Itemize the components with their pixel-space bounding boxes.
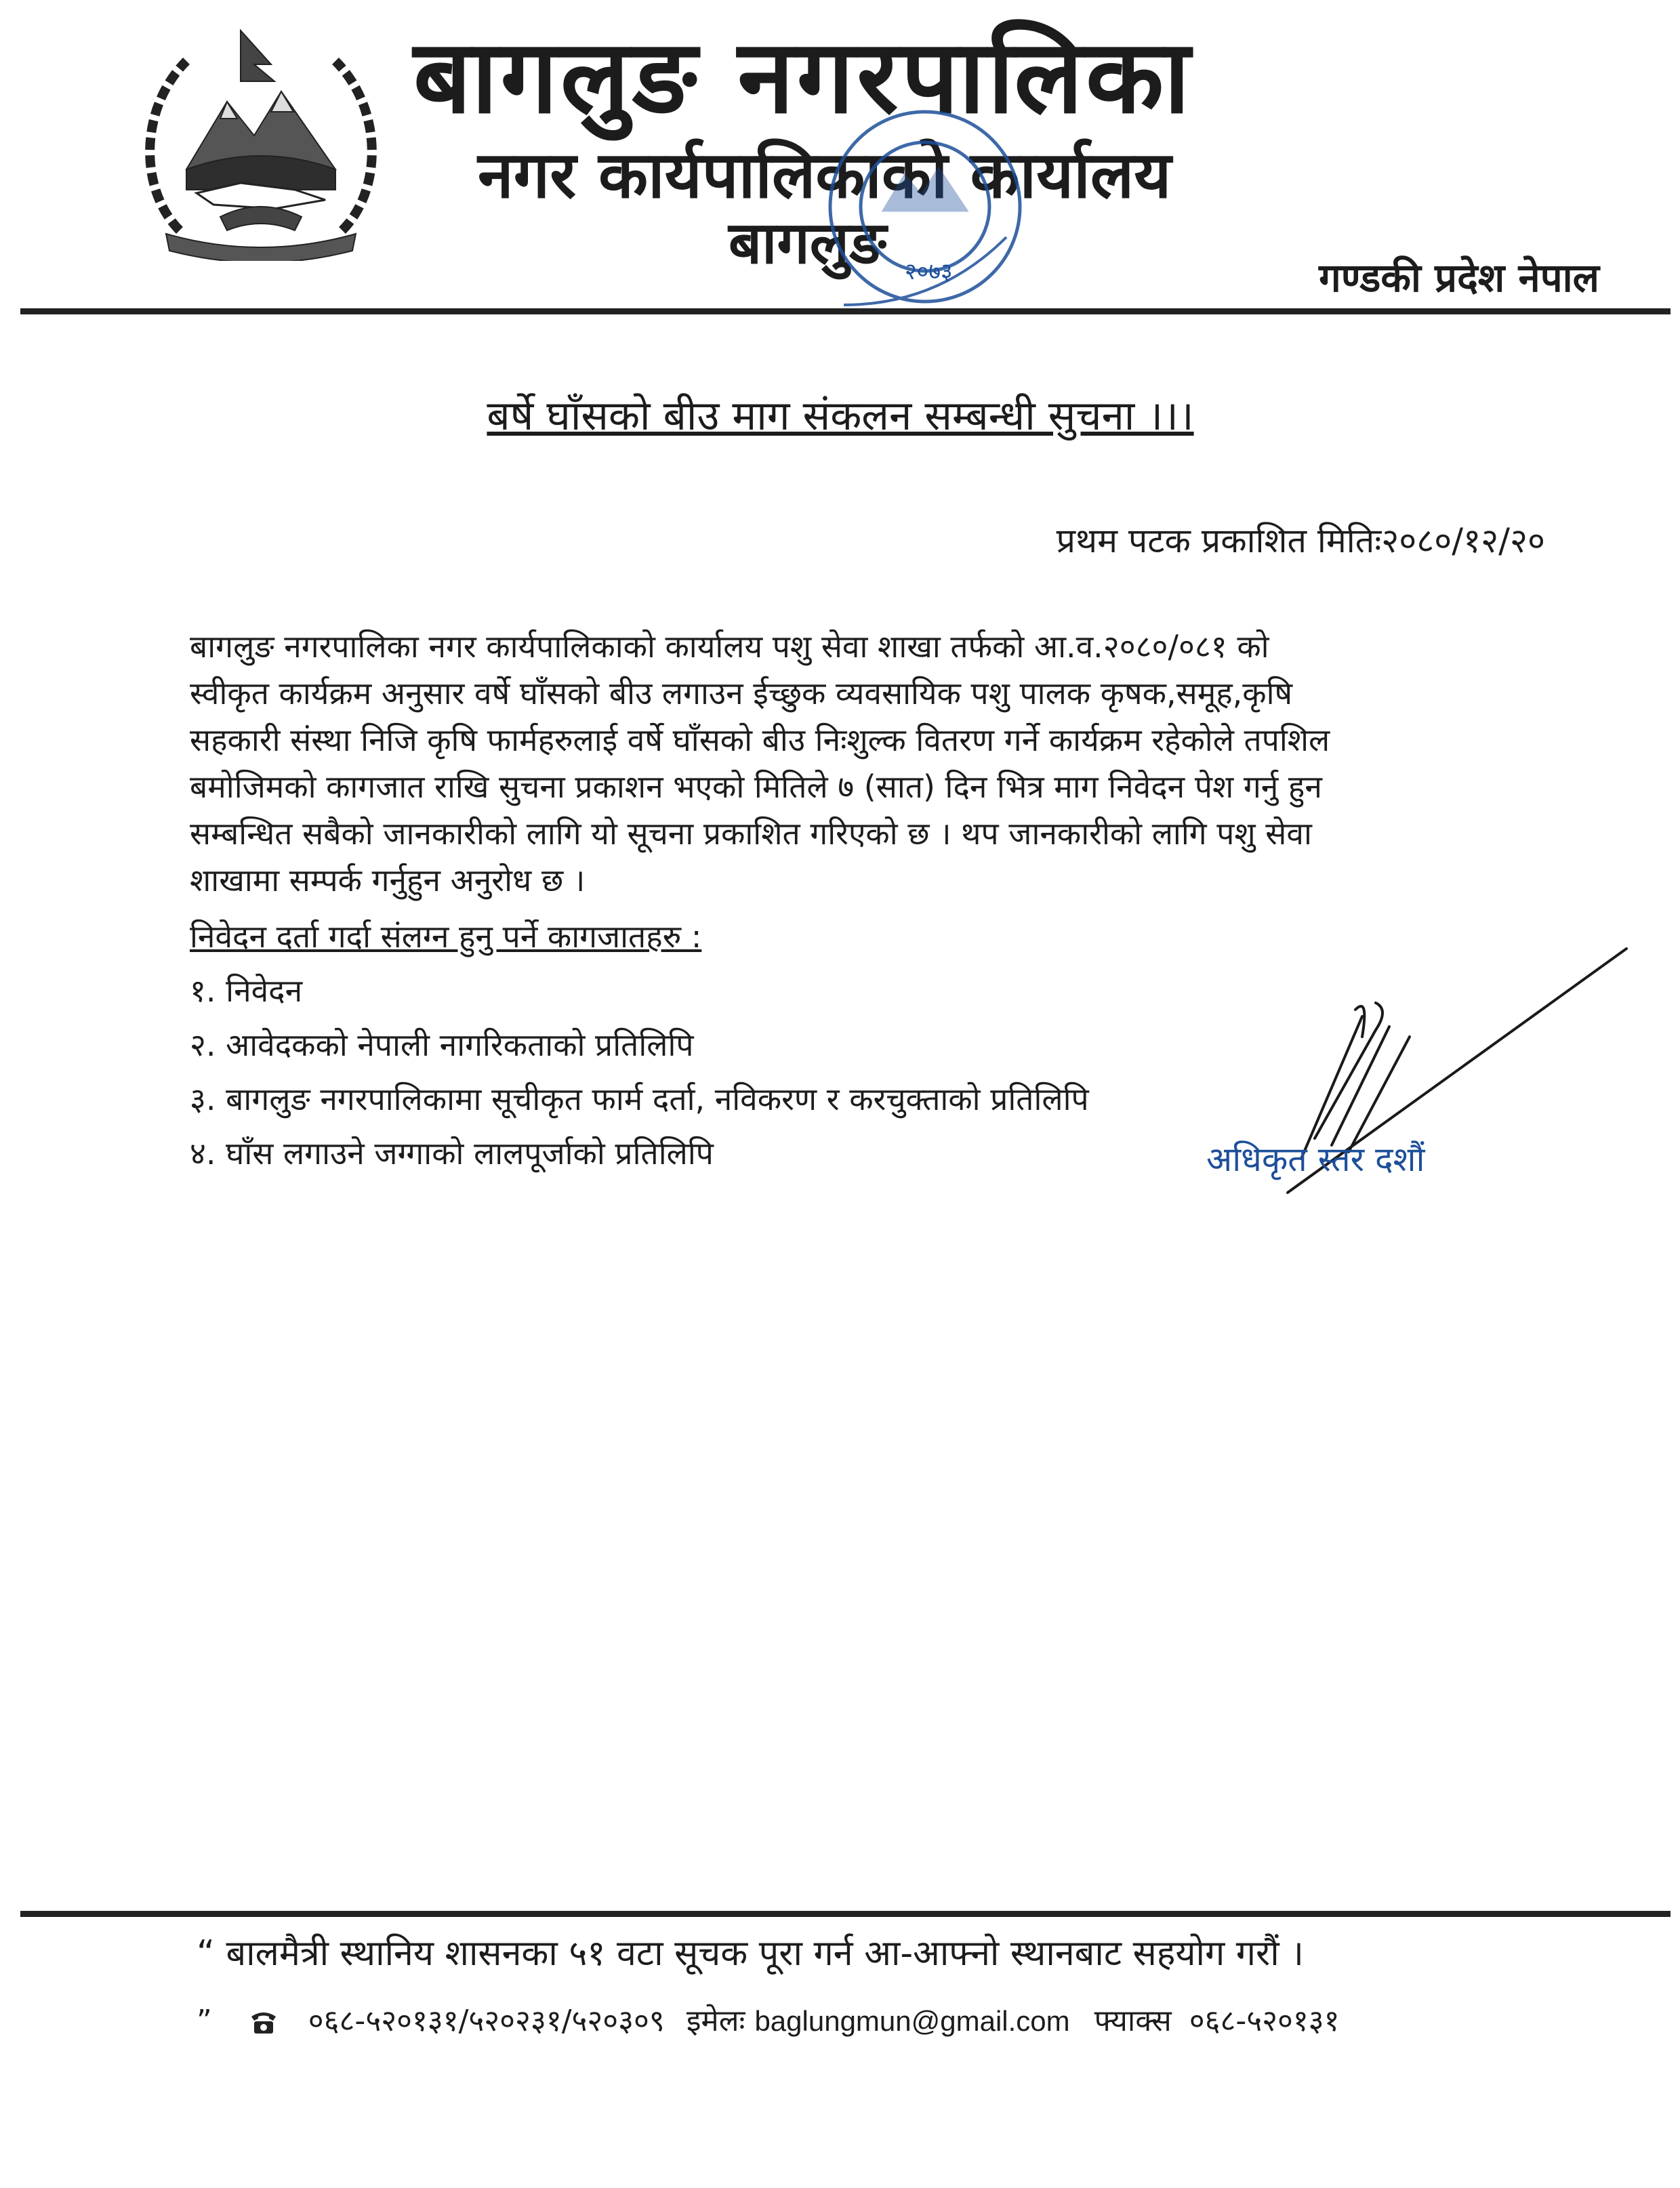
requirements-heading: निवेदन दर्ता गर्दा संलग्न हुनु पर्ने कागजातहरु : <box>190 918 702 955</box>
notice-title: बर्षे घाँसको बीउ माग संकलन सम्बन्धी सुचना ।।। <box>487 392 1194 440</box>
body-line: बागलुङ नगरपालिका नगर कार्यपालिकाको कार्यालय पशु सेवा शाखा तर्फको आ.व.२०८०/०८१ को <box>190 628 1269 665</box>
footer-slogan: “ बालमैत्री स्थानिय शासनका ५१ वटा सूचक पूरा गर्न आ-आफ्नो स्थानबाट सहयोग गरौं । <box>197 1933 1305 1974</box>
nepal-government-emblem-icon <box>139 27 383 261</box>
signatory-title: अधिकृत स्तर दशौं <box>1206 1140 1425 1179</box>
body-line: बमोजिमको कागजात राखि सुचना प्रकाशन भएको मितिले ७ (सात) दिन भित्र माग निवेदन पेश गर्नु हुन <box>190 768 1322 805</box>
municipality-name: बागलुङ नगरपालिका <box>413 18 1193 136</box>
requirement-item: १. निवेदन <box>190 972 303 1009</box>
body-line: स्वीकृत कार्यक्रम अनुसार वर्षे घाँसको बीउ लगाउन ईच्छुक व्यवसायिक पशु पालक कृषक,समूह,कृषि <box>190 675 1293 711</box>
telephone-icon <box>249 2010 279 2036</box>
province-name: गण्डकी प्रदेश नेपाल <box>1319 255 1599 301</box>
body-line: सहकारी संस्था निजि कृषि फार्महरुलाई वर्षे घाँसको बीउ निःशुल्क वितरण गर्ने कार्यक्रम रहेकोले तपशिल <box>190 722 1330 758</box>
requirement-item: ४. घाँस लगाउने जग्गाको लालपूर्जाको प्रतिलिपि <box>190 1135 714 1172</box>
footer-divider <box>20 1911 1671 1917</box>
phone-numbers: ०६८-५२०१३१/५२०२३१/५२०३०९ <box>308 2004 665 2038</box>
closing-quote: ” <box>197 2004 212 2038</box>
requirement-item: २. आवेदकको नेपाली नागरिकताको प्रतिलिपि <box>190 1027 694 1063</box>
stamp-year: २०७३ <box>905 258 953 285</box>
office-name: नगर कार्यपालिकाको कार्यालय <box>478 138 1172 213</box>
email-address: baglungmun@gmail.com <box>754 2005 1070 2037</box>
city-name: बागलुङ <box>729 209 886 277</box>
notice-body <box>190 623 1545 904</box>
published-date: प्रथम पटक प्रकाशित मितिः२०८०/१२/२० <box>1056 521 1545 560</box>
requirement-item: ३. बागलुङ नगरपालिकामा सूचीकृत फार्म दर्ता, नविकरण र करचुक्ताको प्रतिलिपि <box>190 1081 1089 1117</box>
body-line: सम्बन्धित सबैको जानकारीको लागि यो सूचना प्रकाशित गरिएको छ । थप जानकारीको लागि पशु सेवा <box>190 815 1312 852</box>
letterhead-divider <box>20 308 1671 314</box>
fax-number: ०६८-५२०१३१ <box>1189 2004 1340 2038</box>
office-seal-stamp <box>803 102 1040 312</box>
email-label: इमेलः <box>686 2004 745 2038</box>
body-line: शाखामा सम्पर्क गर्नुहुन अनुरोध छ । <box>190 862 586 899</box>
fax-label: फ्याक्स <box>1094 2004 1172 2038</box>
contact-line <box>197 1999 1552 2040</box>
